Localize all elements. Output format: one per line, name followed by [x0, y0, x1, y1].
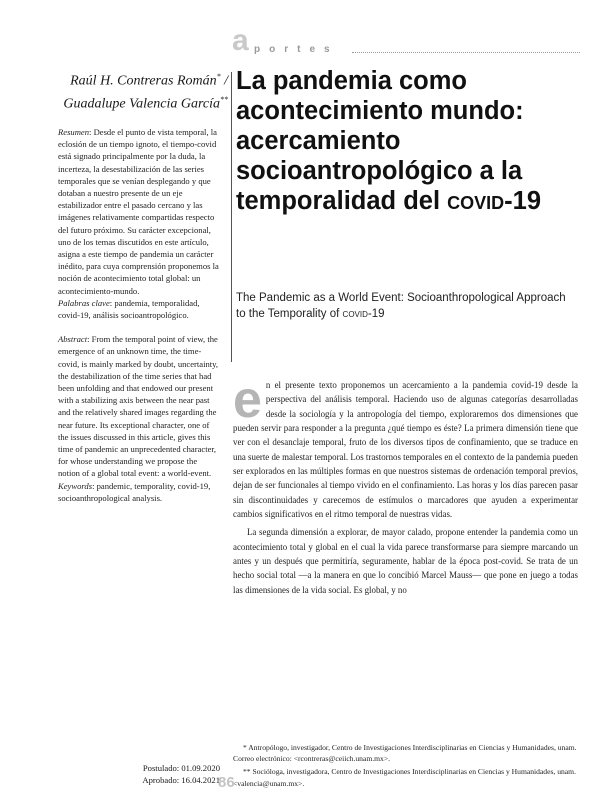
keywords-en-label: Keywords — [58, 480, 93, 491]
title-covid: covid — [447, 187, 505, 215]
footnote-2: ** Socióloga, investigadora, Centro de Investigaciones Interdisciplinarias en Ciencias y Humanidades, unam. <valencia@unam.mx>. — [233, 767, 576, 788]
title-suffix: -19 — [504, 187, 541, 215]
section-label: portes — [254, 44, 339, 55]
paragraph-1-text: n el presente texto proponemos un acercamiento a la pandemia covid-19 desde la perspectiva del análisis temporal. Haciendo uso de algunas categorías desarrolladas desde la sociología y la antropología del tiempo, exploraremos dos dimensiones que pueden servir para responder a la pregunta ¿qué tiempo es éste? La primera dimensión tiene que ver con el desanclaje temporal, fruto de los diversos tipos de confinamiento, que se traduce en una suerte de malestar temporal. Los trastornos temporales en el contexto de la pandemia pueden ser explorados en las múltiples formas en que nuestros sistemas de ordenación temporal previos, dejan de ser funcionales al tiempo vivido en el confinamiento. Las horas y los días parecen pasar sin discontinuidades y carecemos de estímulos o marcadores que ayuden a experimentar cambios significativos en el ritmo temporal de nuestras vidas. — [233, 380, 578, 520]
dates — [110, 762, 220, 786]
title-text: La pandemia como acontecimiento mundo: acercamiento socioantropológico a la temporalidad del — [236, 67, 524, 215]
section-header — [232, 24, 577, 60]
body-text — [233, 371, 578, 597]
abstract-es-text: : Desde el punto de vista temporal, la eclosión de un tiempo ignoto, el tiempo-covid está signado principalmente por la duda, la incerteza, la desestabilización de las series temporales que se venían desplegando y que dotaban a nuestro presente de un eje estabilizador entre el pasado cercano y las imágenes relativamente compartidas respecto del futuro próximo. Su carácter excepcional, uno de los temas discutidos en este artículo, asigna a este tiempo de pandemia un carácter inédito, para cuya comprensión proponemos la noción de acontecimiento total global: un acontecimiento-mundo. — [58, 127, 219, 296]
keywords-en-text: : pandemic, temporality, covid-19, socioanthropological analysis. — [58, 480, 211, 503]
abstract-en-label: Abstract — [58, 334, 88, 345]
subtitle-covid: covid — [342, 308, 368, 320]
author-1: Raúl H. Contreras Román — [70, 73, 217, 89]
abstract-es-label: Resumen — [58, 127, 90, 137]
section-rule — [352, 52, 580, 53]
date-posted: Postulado: 01.09.2020 — [142, 763, 220, 773]
author-2: Guadalupe Valencia García — [63, 96, 220, 112]
keywords-es-label: Palabras clave — [58, 297, 110, 308]
author-2-mark: ** — [220, 94, 228, 104]
footnote-1: * Antropólogo, investigador, Centro de Investigaciones Interdisciplinarias en Ciencias y Humanidades, unam. Correo electrónico: <rcontreras@ceiich.unam.mx>. — [233, 743, 577, 764]
section-initial: a — [232, 24, 249, 57]
title-rule — [231, 72, 232, 362]
authors: Raúl H. Contreras Román* / Guadalupe Valencia García** — [63, 72, 228, 112]
paragraph-1 — [233, 371, 578, 521]
paragraph-2: La segunda dimensión a explorar, de mayor calado, propone entender la pandemia como un acontecimiento total y global en el cual la vida parece transformarse para siempre marcando un antes y un después que permitiría, seguramente, hablar de la época post-covid. Se trata de un hecho social total —a la manera en que lo concibió Marcel Mauss— que pone en juego a todas las dimensiones de la vida social. Es global, y no — [233, 527, 578, 595]
abstract-column — [58, 126, 221, 504]
article-subtitle — [236, 290, 576, 322]
footnotes — [233, 742, 578, 791]
page-number: 86 — [218, 774, 235, 791]
keywords-es — [58, 297, 221, 321]
author-1-mark: * — [216, 72, 221, 81]
subtitle-text: The Pandemic as a World Event: Socioanthropological Approach to the Temporality of — [236, 292, 566, 320]
keywords-en — [58, 480, 221, 504]
abstract-es — [58, 126, 221, 297]
article-title — [236, 66, 576, 216]
keywords-es-text: : pandemia, temporalidad, covid-19, análisis socioantropológico. — [58, 297, 200, 321]
drop-cap: e — [233, 371, 262, 429]
subtitle-suffix: -19 — [367, 308, 385, 320]
abstract-en-text: : From the temporal point of view, the emergence of an unknown time, the time-covid, is mainly marked by doubt, uncertainty, the destabilization of the time series that had been unfolding and that endowed our present with a stabilizing axis between the near past and the relatively shared images regarding the near future. Its exceptional character, one of the issues discussed in this article, gives this time of pandemic an unprecedented character, for whose understanding we propose the notion of a global total event: a world-event. — [58, 334, 219, 479]
abstract-en — [58, 333, 221, 479]
date-approved: Aprobado: 16.04.2021 — [142, 775, 220, 785]
